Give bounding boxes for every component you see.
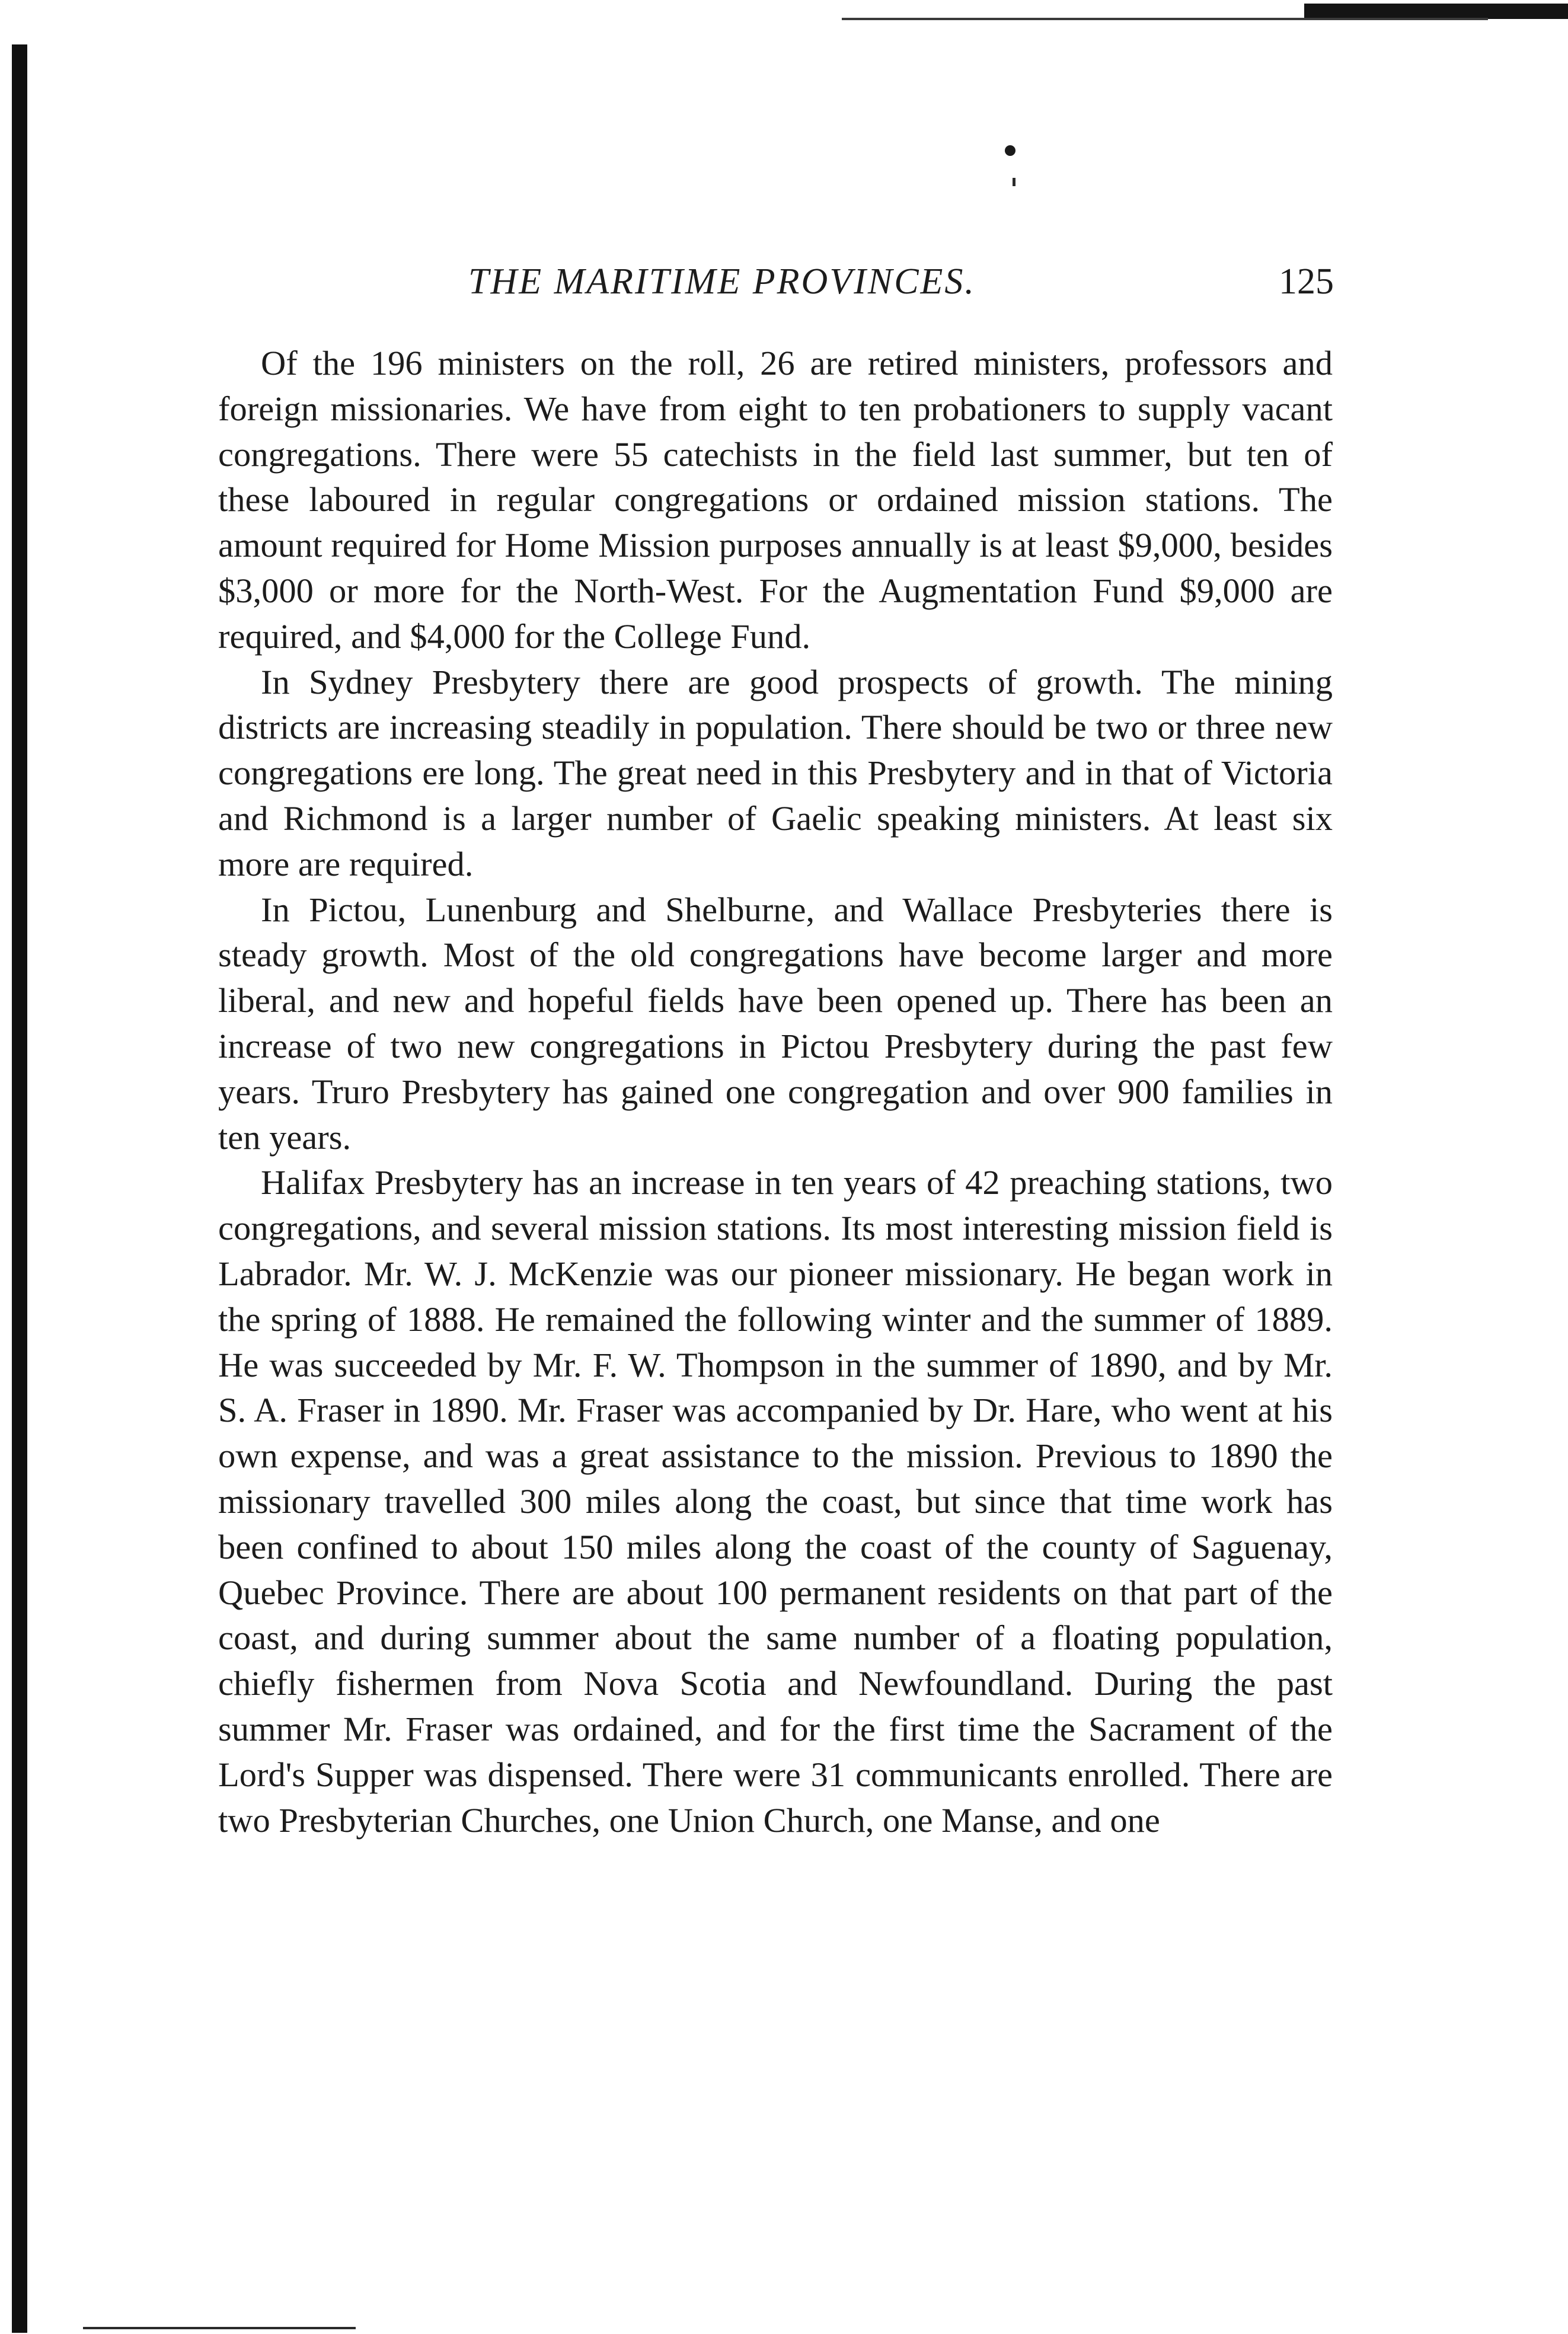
paragraph: In Sydney Presbytery there are good prospects of growth. The mining districts are increasing steadily in population. There should be two or three new congregations ere long. The great need in this Presbytery and in that of Victoria and Richmond is a larger number of Gaelic speaking ministers. At least six more are required. [218, 662, 1333, 883]
running-title: THE MARITIME PROVINCES. [468, 261, 976, 302]
paragraph: In Pictou, Lunenburg and Shelburne, and Wallace Presbyteries there is steady growth. Most of the old congregations have become larger and more liberal, and new and hopeful fields have been opened up. There has been an increase of two new congregations in Pictou Presbytery during the past few years. Truro Presbytery has gained one congregation and over 900 families in ten years. [218, 890, 1333, 1157]
ink-speck [1013, 178, 1015, 186]
scan-edge-left [12, 44, 27, 2333]
scan-rule-top [842, 18, 1488, 20]
page-number: 125 [1279, 261, 1334, 302]
body-text [218, 341, 1333, 1843]
running-head [468, 261, 1334, 314]
scan-edge-top [1304, 4, 1568, 19]
paragraph: Of the 196 ministers on the roll, 26 are retired ministers, professors and foreign missionaries. We have from eight to ten probationers to supply vacant congregations. There were 55 catechists in the field last summer, but ten of these laboured in regular congregations or ordained mission stations. The amount required for Home Mission purposes annually is at least $9,000, besides $3,000 or more for the North-West. For the Augmentation Fund $9,000 are required, and $4,000 for the College Fund. [218, 344, 1333, 656]
scan-rule-bottom [83, 2327, 356, 2329]
paragraph: Halifax Presbytery has an increase in ten years of 42 preaching stations, two congregations, and several mission stations. Its most interesting mission field is Labrador. Mr. W. J. McKenzie was our pioneer missionary. He began work in the spring of 1888. He remained the following winter and the summer of 1889. He was succeeded by Mr. F. W. Thompson in the summer of 1890, and by Mr. S. A. Fraser in 1890. Mr. Fraser was accompanied by Dr. Hare, who went at his own expense, and was a great assistance to the mission. Previous to 1890 the missionary travelled 300 miles along the coast, but since that time work has been confined to about 150 miles along the coast of the county of Saguenay, Quebec Province. There are about 100 permanent residents on that part of the coast, and during summer about the same number of a floating population, chiefly fishermen from Nova Scotia and Newfoundland. During the past summer Mr. Fraser was ordained, and for the first time the Sacrament of the Lord's Supper was dispensed. There were 31 communicants enrolled. There are two Presbyterian Churches, one Union Church, one Manse, and one [218, 1163, 1333, 1840]
ink-speck [1005, 145, 1015, 156]
